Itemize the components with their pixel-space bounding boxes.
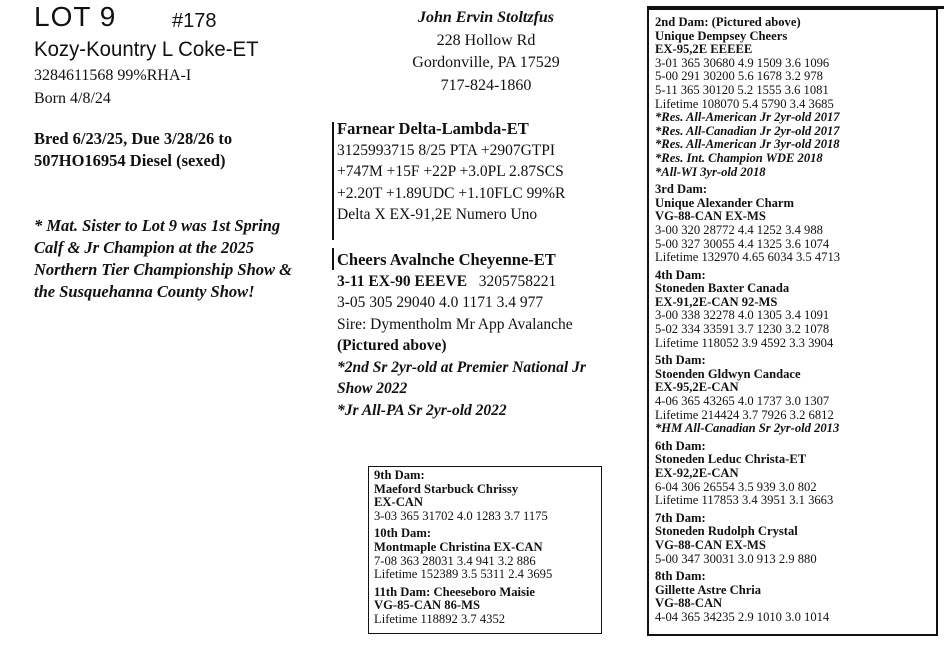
dam-entry-10th: 10th Dam: Montmaple Christina EX-CAN 7-08 363 28031 3.4 941 3.2 886 Lifetime 152389 3.5 5311 2.4 3695 [374,526,553,582]
consignor-address: 228 Hollow Rd [436,31,536,49]
registration: 3284611568 99%RHA-I [34,67,192,84]
lot-title: LOT 9 [34,1,117,32]
dam-entry-11th: 11th Dam: Cheeseboro Maisie VG-85-CAN 86-MS Lifetime 118892 3.7 4352 [374,584,536,626]
sire-line: 3125993715 8/25 PTA +2907GTPI [337,141,556,159]
dam-achievement: *Jr All-PA Sr 2yr-old 2022 [337,401,507,419]
sire-line: +2.20T +1.89UDC +1.10FLC 99%R [337,184,566,202]
dam-name: Cheers Avalnche Cheyenne-ET [337,250,556,269]
sire-line: Delta X EX-91,2E Numero Uno [337,206,538,223]
consignor-name: John Ervin Stoltzfus [417,9,555,26]
sister-note: * Mat. Sister to Lot 9 was 1st Spring Calf & Jr Champion at the 2025 Northern Tier Championship Show & the Susquehanna County Show! [34,216,292,301]
dam-reg: 3205758221 [478,272,557,290]
consignor-phone: 717-824-1860 [440,76,532,94]
animal-name: Kozy-Kountry L Coke-ET [34,38,259,61]
dam-block [337,249,586,421]
dam-entry-8th: 8th Dam: Gillette Astre Chria VG-88-CAN 4-04 365 34235 2.9 1010 3.0 1014 [655,569,830,624]
dam-achievement: *2nd Sr 2yr-old at Premier National Jr [337,358,586,376]
dam-entry-6th: 6th Dam: Stoneden Leduc Christa-ET EX-92,2E-CAN 6-04 306 26554 3.5 939 3.0 802 Lifetime 117853 3.4 3951 3.1 3663 [655,438,834,508]
pedigree-box-right [647,8,938,636]
dam-achievement: Show 2022 [337,380,408,397]
dam-entry-7th: 7th Dam: Stoneden Rudolph Crystal VG-88-CAN EX-MS 5-00 347 30031 3.0 913 2.9 880 [655,510,817,566]
dam-entry-9th: 9th Dam: Maeford Starbuck Chrissy EX-CAN 3-03 365 31702 4.0 1283 3.7 1175 [374,468,548,523]
dam-classification: 3-11 EX-90 EEEVE [337,272,468,290]
sire-name: Farnear Delta-Lambda-ET [337,119,529,138]
dam-entry-2nd: 2nd Dam: (Pictured above) Unique Dempsey Cheers EX-95,2E EEEEE 3-01 365 30680 4.9 1509 3.6 1096 5-00 291 30200 5.6 1678 3.2 978 5-11 365 30120 5.2 1555 3.6 1081 Lifetime 108070 5.4 5790 3.4 3685 *Res. All-American Jr 2yr-old 2017 *Res. All-Canadian Jr 2yr-old 2017 *Res. All-American Jr 3yr-old 2018 *Res. Int. Champion WDE 2018 *All-WI 3yr-old 2018 [655,15,840,179]
pedigree-bracket-sire [332,122,334,240]
dam-classification-row [337,271,586,293]
bred-info-line1: Bred 6/23/25, Due 3/28/26 to [34,129,233,148]
dam-entry-4th: 4th Dam: Stoneden Baxter Canada EX-91,2E-CAN 92-MS 3-00 338 32278 4.0 1305 3.4 1091 5-02 334 33591 3.7 1230 3.2 1078 Lifetime 118052 3.9 4592 3.3 3904 [655,267,834,350]
pedigree-box-lower [368,466,602,634]
dam-sire: Sire: Dymentholm Mr App Avalanche [337,315,573,333]
dam-pictured: (Pictured above) [337,337,447,354]
sire-line: +747M +15F +22P +3.0PL 2.87SCS [337,163,564,180]
sire-block [337,118,565,226]
dam-entry-5th: 5th Dam: Stoenden Gldwyn Candace EX-95,2E-CAN 4-06 365 43265 4.0 1737 3.0 1307 Lifetime 214424 3.7 7926 3.2 6812 *HM All-Canadian Sr 2yr-old 2013 [655,353,840,436]
dam-record: 3-05 305 29040 4.0 1171 3.4 977 [337,294,544,311]
lot-number: #178 [172,10,217,32]
consignor-block [388,7,584,97]
bred-info-line2: 507HO16954 Diesel (sexed) [34,151,226,170]
dam-entry-3rd: 3rd Dam: Unique Alexander Charm VG-88-CAN EX-MS 3-00 320 28772 4.4 1252 3.4 988 5-00 327 30055 4.4 1325 3.6 1074 Lifetime 132970 4.65 6034 3.5 4713 [655,182,841,265]
consignor-city: Gordonville, PA 17529 [412,54,560,71]
pedigree-bracket-dam [332,248,334,270]
birth-date: Born 4/8/24 [34,90,111,107]
